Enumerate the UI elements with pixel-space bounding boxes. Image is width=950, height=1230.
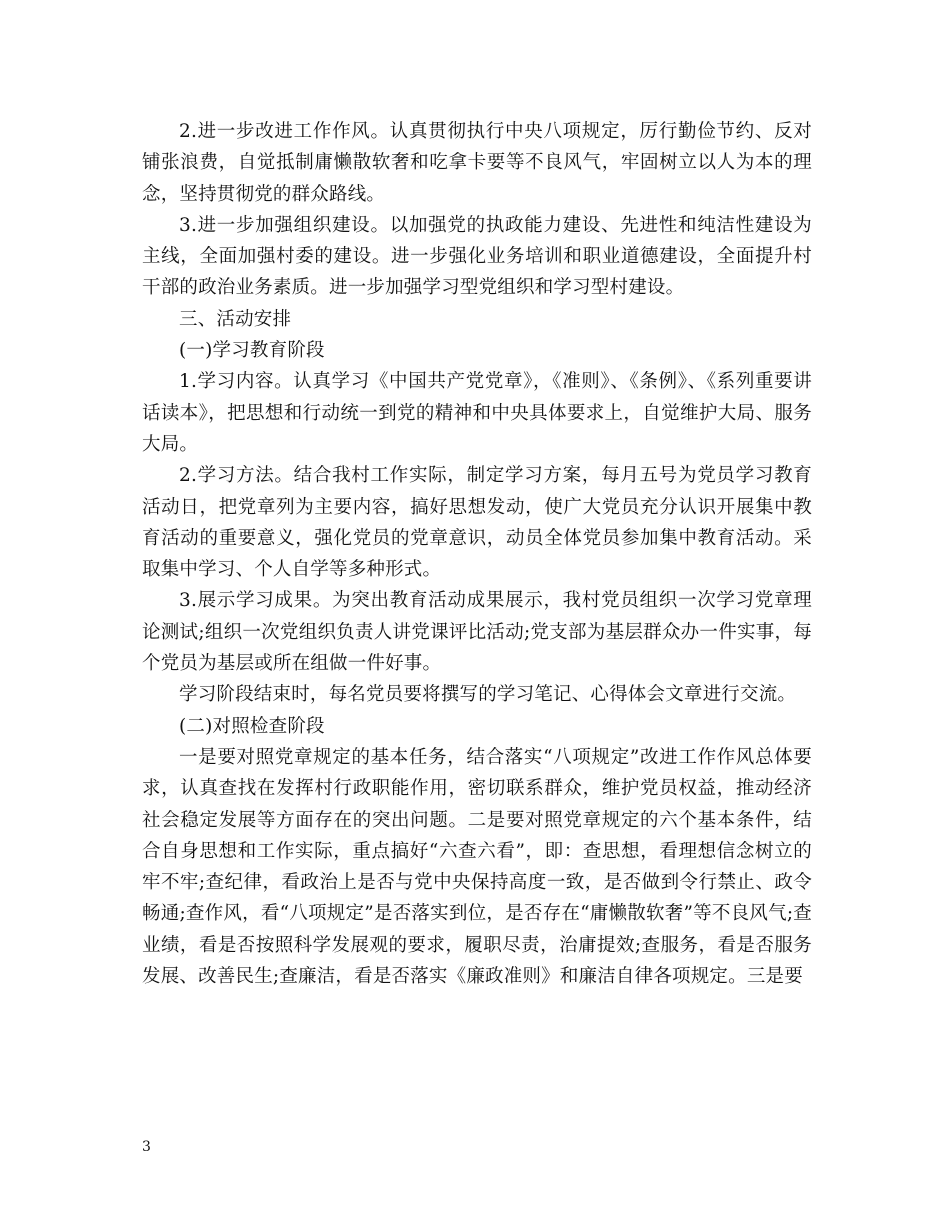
document-body xyxy=(142,116,812,992)
paragraph-study-content: 1.学习内容。认真学习《中国共产党党章》，《准则》、《条例》、《系列重要讲话读本》，把思想和行动统一到党的精神和中央具体要求上，自觉维护大局、服务大局。 xyxy=(142,371,812,455)
section-heading-activity-arrangement: 三、活动安排 xyxy=(179,308,292,330)
paragraph-study-method: 2.学习方法。结合我村工作实际，制定学习方案，每月五号为党员学习教育活动日，把党章列为主要内容，搞好思想发动，使广大党员充分认识开展集中教育活动的重要意义，强化党员的党章意识，动员全体党员参加集中教育活动。采取集中学习、个人自学等多种形式。 xyxy=(142,465,812,581)
paragraph-study-conclusion: 学习阶段结束时，每名党员要将撰写的学习笔记、心得体会文章进行交流。 xyxy=(179,684,797,706)
subsection-heading-study-education: (一)学习教育阶段 xyxy=(179,340,325,362)
paragraph-inspection-details: 一是要对照党章规定的基本任务，结合落实“八项规定”改进工作作风总体要求，认真查找在发挥村行政职能作用，密切联系群众，维护党员权益，推动经济社会稳定发展等方面存在的突出问题。二是要对照党章规定的六个基本条件，结合自身思想和工作实际，重点搞好“六查六看”，即：查思想，看理想信念树立的牢不牢;查纪律，看政治上是否与党中央保持高度一致，是否做到令行禁止、政令畅通;查作风，看“八项规定”是否落实到位，是否存在“庸懒散软奢”等不良风气;查业绩，看是否按照科学发展观的要求，履职尽责，治庸提效;查服务，看是否服务发展、改善民生;查廉洁，看是否落实《廉政准则》和廉洁自律各项规定。三是要 xyxy=(142,746,812,988)
paragraph-improve-work-style: 2.进一步改进工作作风。认真贯彻执行中央八项规定，厉行勤俭节约、反对铺张浪费，自觉抵制庸懒散软奢和吃拿卡要等不良风气，牢固树立以人为本的理念，坚持贯彻党的群众路线。 xyxy=(142,121,812,205)
paragraph-organization-building: 3.进一步加强组织建设。以加强党的执政能力建设、先进性和纯洁性建设为主线，全面加强村委的建设。进一步强化业务培训和职业道德建设，全面提升村干部的政治业务素质。进一步加强学习型党组织和学习型村建设。 xyxy=(142,214,812,299)
subsection-heading-inspection: (二)对照检查阶段 xyxy=(179,715,325,737)
paragraph-study-results: 3.展示学习成果。为突出教育活动成果展示，我村党员组织一次学习党章理论测试;组织一次党组织负责人讲党课评比活动;党支部为基层群众办一件实事，每个党员为基层或所在组做一件好事。 xyxy=(142,590,812,675)
page-number: 3 xyxy=(142,1139,151,1155)
